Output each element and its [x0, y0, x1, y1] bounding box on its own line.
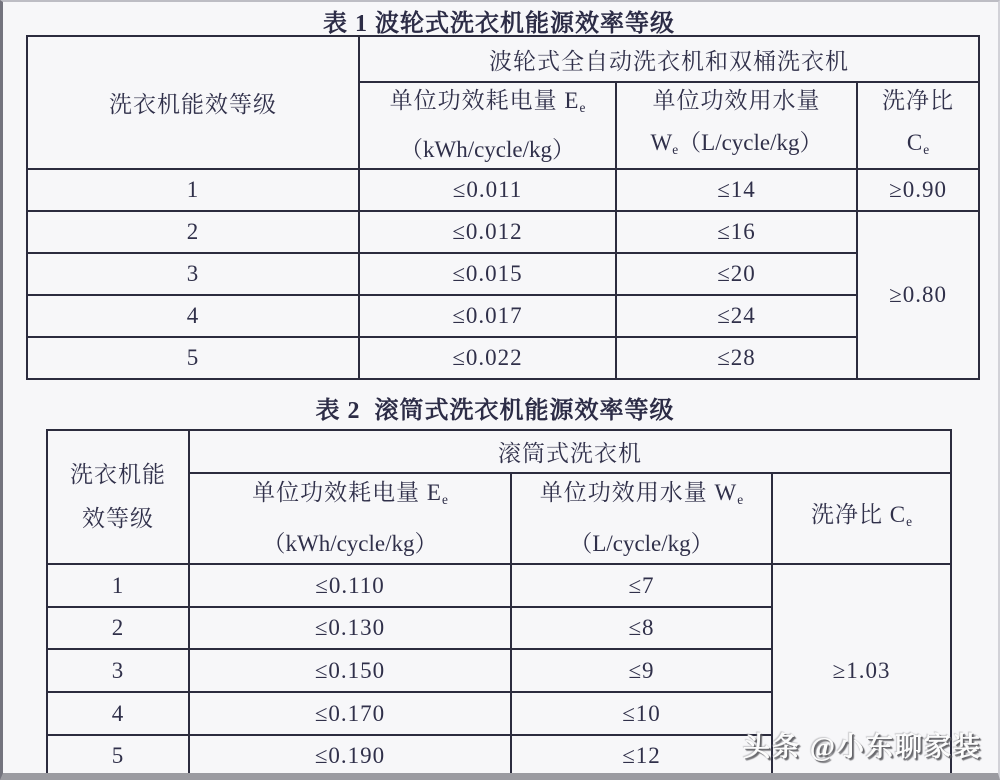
power-cell: ≤0.170	[189, 692, 511, 735]
ratio-header-line	[773, 496, 950, 541]
table2-row-grade1	[47, 564, 951, 607]
water-header-text: 单位功效用水量 W	[539, 480, 738, 505]
power-header-text: 单位功效耗电量 E	[252, 480, 442, 505]
power-cell: ≤0.130	[189, 607, 511, 649]
water-header-text-line: 单位功效用水量	[652, 88, 821, 113]
grade-cell: 2	[27, 211, 359, 253]
power-header-unit-line: （kWh/cycle/kg）	[262, 531, 438, 556]
table1-water-column-header	[616, 82, 857, 169]
water-cell: ≤16	[616, 211, 857, 253]
ratio-header-symbol: C	[906, 130, 924, 155]
ratio-cell-grade1: ≥0.90	[857, 169, 979, 211]
table2-group-header: 滚筒式洗衣机	[189, 430, 951, 473]
table2-water-column-header	[511, 473, 772, 564]
grade-cell: 4	[47, 692, 189, 735]
water-cell: ≤7	[511, 564, 772, 607]
table1-row-grade4	[27, 295, 979, 337]
table2-grade-column-header	[47, 430, 189, 564]
water-header-subscript: e	[672, 142, 679, 157]
grade-header-line1: 洗衣机能	[70, 462, 166, 487]
power-cell: ≤0.022	[359, 337, 616, 379]
table1-title: 表 1 波轮式洗衣机能源效率等级	[323, 11, 675, 37]
table1-row-grade5	[27, 337, 979, 379]
power-header-subscript: e	[579, 100, 586, 115]
water-cell: ≤10	[511, 692, 772, 735]
water-header-subscript: e	[737, 492, 744, 507]
water-cell: ≤20	[616, 253, 857, 295]
water-header-unit-line	[617, 125, 856, 168]
power-header-text: 单位功效耗电量 E	[389, 88, 580, 113]
grade-cell: 1	[27, 169, 359, 211]
grade-header-line2: 效等级	[82, 506, 154, 531]
ratio-header-text: 洗净比 C	[811, 502, 907, 527]
power-header-unit-line: （kWh/cycle/kg）	[399, 137, 575, 162]
water-header-symbol-line	[512, 474, 771, 519]
power-cell: ≤0.015	[359, 253, 616, 295]
table1-row-grade2	[27, 211, 979, 253]
table2-group-header-row	[47, 430, 951, 473]
toutiao-watermark: 头条 @小东聊家装	[743, 732, 982, 762]
table1-grade-column-header: 洗衣机能效等级	[27, 36, 359, 169]
water-cell: ≤12	[511, 735, 772, 777]
grade-cell: 3	[47, 649, 189, 692]
ratio-header-subscript: e	[906, 514, 913, 529]
grade-cell: 3	[27, 253, 359, 295]
power-cell: ≤0.190	[189, 735, 511, 777]
table2-ratio-column-header	[772, 473, 951, 564]
grade-cell: 5	[27, 337, 359, 379]
grade-cell: 2	[47, 607, 189, 649]
water-cell: ≤14	[616, 169, 857, 211]
water-cell: ≤9	[511, 649, 772, 692]
grade-cell: 4	[27, 295, 359, 337]
water-cell: ≤8	[511, 607, 772, 649]
power-header-symbol-line	[190, 474, 510, 519]
ratio-header-text-line: 洗净比	[882, 88, 955, 113]
table1-group-header: 波轮式全自动洗衣机和双桶洗衣机	[359, 36, 979, 82]
ratio-cell-all-grades: ≥1.03	[772, 564, 951, 777]
ratio-header-subscript: e	[923, 142, 930, 157]
water-cell: ≤28	[616, 337, 857, 379]
ratio-header-symbol-line	[858, 125, 978, 168]
table2-power-column-header	[189, 473, 511, 564]
grade-cell: 5	[47, 735, 189, 777]
water-header-symbol: W	[650, 130, 673, 155]
power-cell: ≤0.150	[189, 649, 511, 692]
table1-pulsator-efficiency	[26, 35, 980, 380]
table1-row-grade1	[27, 169, 979, 211]
table2-title: 表 2 滚筒式洗衣机能源效率等级	[315, 398, 675, 424]
table1-group-header-row	[27, 36, 979, 82]
water-cell: ≤24	[616, 295, 857, 337]
power-cell: ≤0.110	[189, 564, 511, 607]
power-cell: ≤0.012	[359, 211, 616, 253]
grade-cell: 1	[47, 564, 189, 607]
water-header-unit: （L/cycle/kg）	[678, 130, 823, 155]
power-header-subscript: e	[441, 492, 448, 507]
power-cell: ≤0.011	[359, 169, 616, 211]
ratio-cell-grades2-5: ≥0.80	[857, 211, 979, 379]
table1-ratio-column-header	[857, 82, 979, 169]
table1-row-grade3	[27, 253, 979, 295]
table1-power-column-header	[359, 82, 616, 169]
power-header-symbol-line	[360, 83, 615, 126]
power-cell: ≤0.017	[359, 295, 616, 337]
water-header-unit-line: （L/cycle/kg）	[569, 531, 714, 556]
